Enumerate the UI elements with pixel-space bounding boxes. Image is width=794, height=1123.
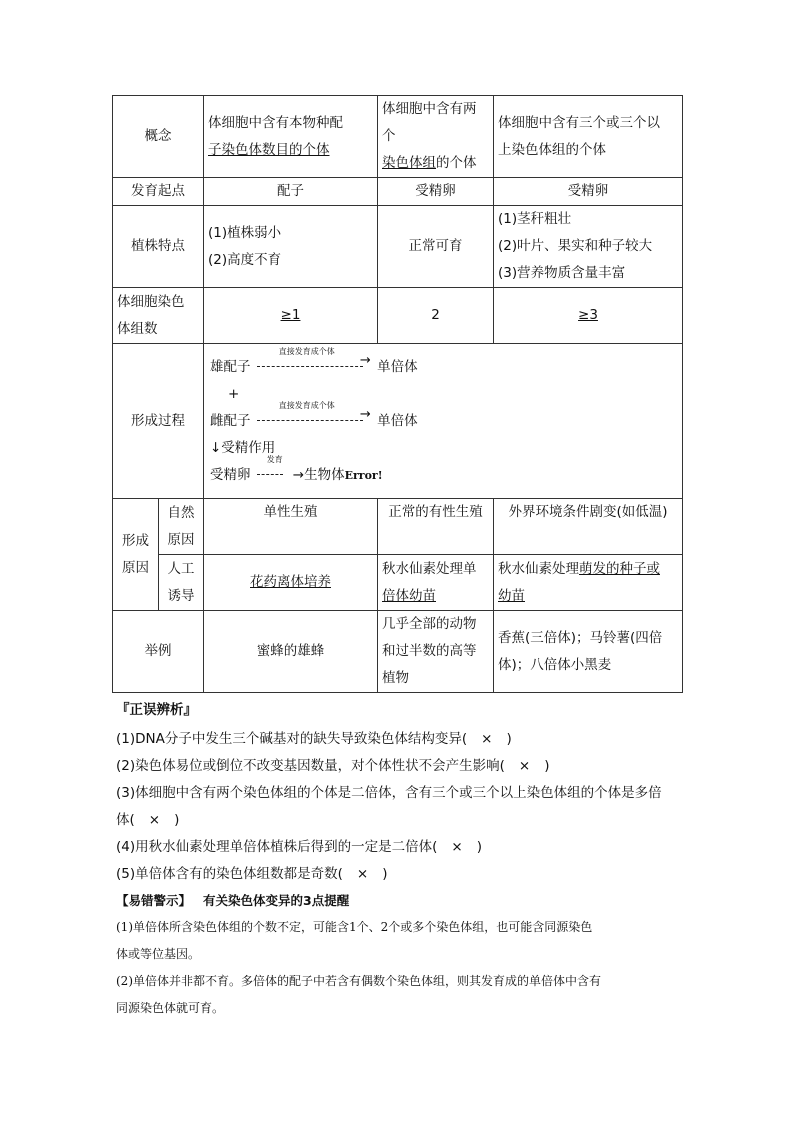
organism: →生物体 (292, 466, 345, 483)
example-haploid: 蜜蜂的雄蜂 (204, 611, 378, 693)
row-example (113, 611, 683, 693)
warning-line-3: (2)单倍体并非都不育。多倍体的配子中若含有偶数个染色体组，则其发育成的单倍体中含有 (116, 974, 602, 988)
plus-sign: + (228, 385, 240, 402)
fertilization: ↓受精作用 (210, 439, 276, 456)
warning-line-1: (1)单倍体所含染色体组的个数不定，可能含1个、2个或多个染色体组，也可能含同源染色 (116, 920, 593, 934)
judge-item-4: (4)用秋水仙素处理单倍体植株后得到的一定是二倍体( × ) (116, 839, 482, 855)
artificial-polyploid: 秋水仙素处理萌发的种子或 幼苗 (494, 555, 683, 611)
chromosome-table (112, 95, 683, 693)
natural-label: 自然 原因 (159, 499, 204, 555)
traits-haploid: (1)植株弱小 (2)高度不育 (204, 206, 378, 288)
warning-title: 【易错警示】 有关染色体变异的3点提醒 (116, 893, 350, 908)
female-gamete: 雌配子 (210, 412, 251, 429)
develop-arrow-1: 直接发育成个体 → (257, 360, 371, 374)
judge-heading: 『正误辨析』 (116, 702, 197, 718)
judge-list (116, 726, 716, 888)
warning-line-4: 同源染色体就可育。 (116, 1001, 225, 1015)
warning-line-2: 体或等位基因。 (116, 947, 201, 961)
artificial-diploid: 秋水仙素处理单 倍体幼苗 (378, 555, 494, 611)
concept-diploid: 体细胞中含有两个 染色体组的个体 (378, 96, 494, 178)
origin-polyploid: 受精卵 (494, 178, 683, 206)
row-traits (113, 206, 683, 288)
artificial-label: 人工 诱导 (159, 555, 204, 611)
example-polyploid: 香蕉(三倍体)；马铃薯(四倍 体)；八倍体小黑麦 (494, 611, 683, 693)
concept-polyploid: 体细胞中含有三个或三个以 上染色体组的个体 (494, 96, 683, 178)
zygote: 受精卵 (210, 466, 251, 483)
natural-polyploid: 外界环境条件剧变(如低温) (494, 499, 683, 555)
example-label: 举例 (113, 611, 204, 693)
develop-arrow-3: 发育 (257, 468, 291, 482)
row-cause-artificial (113, 555, 683, 611)
traits-polyploid: (1)茎秆粗壮 (2)叶片、果实和种子较大 (3)营养物质含量丰富 (494, 206, 683, 288)
groups-label: 体细胞染色 体组数 (113, 288, 204, 344)
row-origin (113, 178, 683, 206)
judge-item-3: (3)体细胞中含有两个染色体组的个体是二倍体，含有三个或三个以上染色体组的个体是多倍 (116, 785, 662, 801)
groups-haploid: ≥1 (204, 288, 378, 344)
haploid-result-2: 单倍体 (377, 412, 418, 429)
origin-label: 发育起点 (113, 178, 204, 206)
groups-polyploid: ≥3 (494, 288, 683, 344)
natural-diploid: 正常的有性生殖 (378, 499, 494, 555)
warning-body (116, 914, 716, 1022)
row-process (113, 344, 683, 499)
row-groups (113, 288, 683, 344)
haploid-result-1: 单倍体 (377, 358, 418, 375)
judge-item-1: (1)DNA分子中发生三个碱基对的缺失导致染色体结构变异( × ) (116, 731, 512, 747)
natural-haploid: 单性生殖 (204, 499, 378, 555)
traits-diploid: 正常可育 (378, 206, 494, 288)
judge-item-3-cont: 体( × ) (116, 812, 180, 828)
male-gamete: 雄配子 (210, 358, 251, 375)
groups-diploid: 2 (378, 288, 494, 344)
row-concept (113, 96, 683, 178)
develop-arrow-2: 直接发育成个体 → (257, 414, 371, 428)
process-diagram (204, 344, 683, 499)
traits-label: 植株特点 (113, 206, 204, 288)
row-cause-natural (113, 499, 683, 555)
origin-haploid: 配子 (204, 178, 378, 206)
judge-item-2: (2)染色体易位或倒位不改变基因数量，对个体性状不会产生影响( × ) (116, 758, 550, 774)
origin-diploid: 受精卵 (378, 178, 494, 206)
example-diploid: 几乎全部的动物 和过半数的高等 植物 (378, 611, 494, 693)
concept-label: 概念 (113, 96, 204, 178)
judge-item-5: (5)单倍体含有的染色体组数都是奇数( × ) (116, 866, 388, 882)
process-label: 形成过程 (113, 344, 204, 499)
concept-haploid: 体细胞中含有本物种配 子染色体数目的个体 (204, 96, 378, 178)
artificial-haploid: 花药离体培养 (204, 555, 378, 611)
cause-label: 形成 原因 (113, 499, 159, 611)
error-text: Error! (344, 468, 383, 482)
